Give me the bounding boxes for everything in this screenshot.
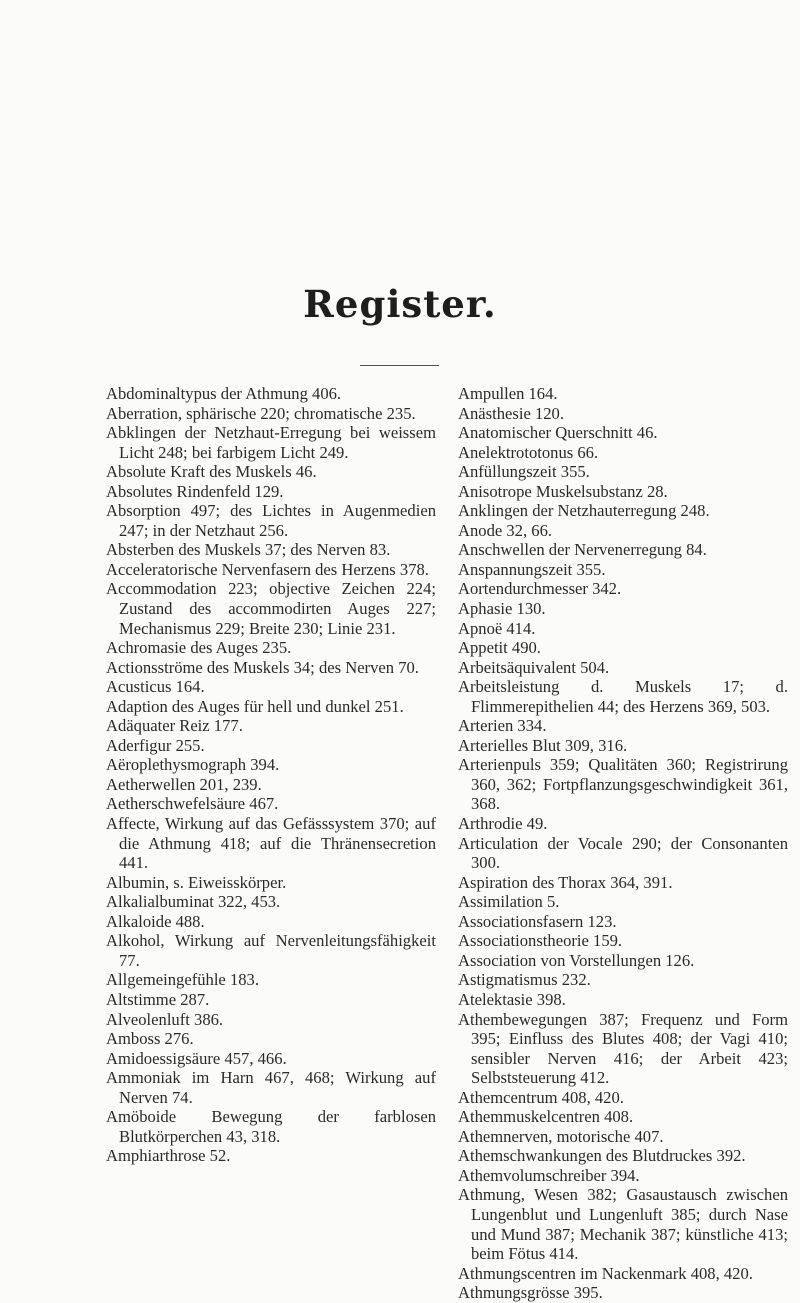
index-entry: Acusticus 164. (106, 677, 205, 697)
index-entry: Anspannungszeit 355. (458, 559, 606, 579)
index-entry: Astigmatismus 232. (458, 970, 591, 990)
index-entry: Apnoë 414. (458, 618, 536, 638)
index-entry: Arterienpuls 359; Qualitäten 360; Registrirung 360, 362; Fortpflanzungsgeschwindigkeit 361, 368. (458, 755, 788, 814)
index-entry: Aspiration des Thorax 364, 391. (458, 872, 673, 892)
index-entry: Athmungscentren im Nackenmark 408, 420. (458, 1263, 753, 1283)
index-entry: Abklingen der Netzhaut-Erregung bei weissem Licht 248; bei farbigem Licht 249. (106, 423, 436, 462)
index-entry: Amboss 276. (106, 1029, 194, 1049)
index-entry: Absterben des Muskels 37; des Nerven 83. (106, 540, 391, 560)
title-rule (360, 365, 439, 366)
index-entry: Athemvolumschreiber 394. (458, 1165, 640, 1185)
index-entry: Aberration, sphärische 220; chromatische 235. (106, 403, 416, 423)
index-entry: Altstimme 287. (106, 989, 210, 1009)
index-entry: Amöboide Bewegung der farblosen Blutkörperchen 43, 318. (106, 1107, 436, 1146)
index-entry: Absolute Kraft des Muskels 46. (106, 462, 317, 482)
index-entry: Ammoniak im Harn 467, 468; Wirkung auf Nerven 74. (106, 1068, 436, 1107)
index-entry: Athemcentrum 408, 420. (458, 1087, 624, 1107)
index-entry: Arterien 334. (458, 716, 547, 736)
index-entry: Appetit 490. (458, 638, 541, 658)
index-entry: Adäquater Reiz 177. (106, 716, 243, 736)
index-entry: Alkalialbuminat 322, 453. (106, 892, 281, 912)
index-entry: Accommodation 223; objective Zeichen 224; Zustand des accommodirten Auges 227; Mechanismus 229; Breite 230; Linie 231. (106, 579, 436, 638)
index-entry: Alkohol, Wirkung auf Nervenleitungsfähigkeit 77. (106, 931, 436, 970)
index-entry: Arbeitsleistung d. Muskels 17; d. Flimmerepithelien 44; des Herzens 369, 503. (458, 677, 788, 716)
index-entry: Associationstheorie 159. (458, 931, 623, 951)
index-entry: Anschwellen der Nervenerregung 84. (458, 540, 707, 560)
index-entry: Actionsströme des Muskels 34; des Nerven 70. (106, 657, 419, 677)
index-entry: Aphasie 130. (458, 599, 546, 619)
index-entry: Amphiarthrose 52. (106, 1146, 231, 1166)
index-entry: Acceleratorische Nervenfasern des Herzens 378. (106, 559, 429, 579)
index-entry: Ampullen 164. (458, 384, 558, 403)
index-entry: Aderfigur 255. (106, 735, 205, 755)
index-entry: Achromasie des Auges 235. (106, 638, 292, 658)
index-entry: Arbeitsäquivalent 504. (458, 657, 610, 677)
index-entry: Adaption des Auges für hell und dunkel 251. (106, 696, 404, 716)
index-entry: Athemnerven, motorische 407. (458, 1126, 664, 1146)
index-column-left (106, 384, 436, 1166)
index-entry: Anisotrope Muskelsubstanz 28. (458, 481, 668, 501)
index-entry: Associationsfasern 123. (458, 911, 617, 931)
index-entry: Aetherwellen 201, 239. (106, 774, 262, 794)
index-entry: Aortendurchmesser 342. (458, 579, 622, 599)
index-entry: Albumin, s. Eiweisskörper. (106, 872, 287, 892)
index-entry: Anode 32, 66. (458, 520, 553, 540)
index-entry: Arterielles Blut 309, 316. (458, 735, 628, 755)
index-entry: Anelektrototonus 66. (458, 442, 599, 462)
index-entry: Atelektasie 398. (458, 989, 566, 1009)
index-entry: Affecte, Wirkung auf das Gefässsystem 370; auf die Athmung 418; auf die Thränensecretion 441. (106, 814, 436, 873)
index-entry: Anästhesie 120. (458, 403, 564, 423)
index-entry: Anatomischer Querschnitt 46. (458, 423, 658, 443)
index-entry: Aëroplethysmograph 394. (106, 755, 280, 775)
index-entry: Allgemeingefühle 183. (106, 970, 259, 990)
index-entry: Absorption 497; des Lichtes in Augenmedien 247; in der Netzhaut 256. (106, 501, 436, 540)
index-entry: Athmung, Wesen 382; Gasaustausch zwischen Lungenblut und Lungenluft 385; durch Nase und Mund 387; Mechanik 387; künstliche 413; beim Fötus 414. (458, 1185, 788, 1264)
index-entry: Anklingen der Netzhauterregung 248. (458, 501, 710, 521)
index-entry: Athmungsgrösse 395. (458, 1283, 603, 1303)
index-entry: Alveolenluft 386. (106, 1009, 224, 1029)
index-column-right (458, 384, 788, 1303)
index-entry: Articulation der Vocale 290; der Consonanten 300. (458, 833, 788, 873)
index-entry: Absolutes Rindenfeld 129. (106, 481, 284, 501)
index-entry: Anfüllungszeit 355. (458, 462, 590, 482)
index-entry: Abdominaltypus der Athmung 406. (106, 384, 342, 403)
index-entry: Aetherschwefelsäure 467. (106, 794, 279, 814)
page-title: Register. (303, 282, 497, 326)
index-entry: Assimilation 5. (458, 892, 560, 912)
index-entry: Association von Vorstellungen 126. (458, 950, 695, 970)
index-entry: Alkaloide 488. (106, 911, 205, 931)
index-entry: Athemschwankungen des Blutdruckes 392. (458, 1146, 746, 1166)
index-entry: Arthrodie 49. (458, 814, 548, 834)
index-entry: Athemmuskelcentren 408. (458, 1107, 634, 1127)
index-entry: Athembewegungen 387; Frequenz und Form 395; Einfluss des Blutes 408; der Vagi 410; sensibler Nerven 416; der Arbeit 423; Selbststeuerung 412. (458, 1009, 788, 1088)
index-entry: Amidoessigsäure 457, 466. (106, 1048, 287, 1068)
